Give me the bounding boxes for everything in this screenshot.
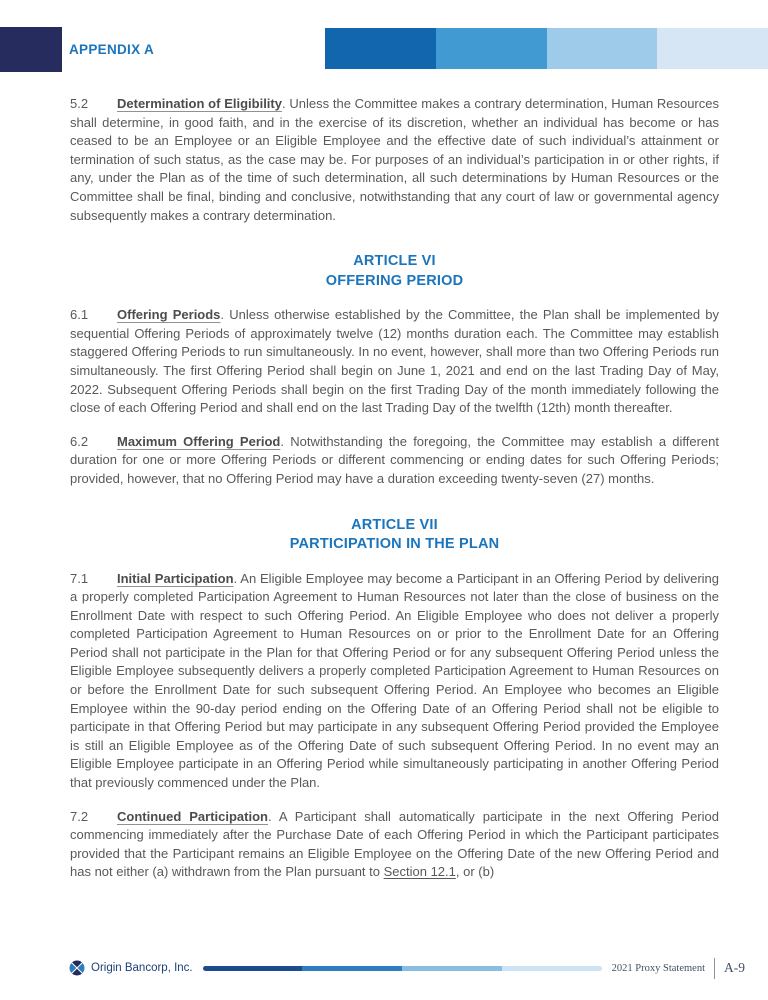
section-body: . Unless otherwise established by the Committee, the Plan shall be implemented by sequential Offering Periods of approximately twelve (12) months duration each. The Committee may establish staggered Offering Periods to run simultaneously. In no event, however, shall more than two Offering Periods run simultaneously. The first Offering Period shall begin on June 1, 2021 and end on the last Trading Day of May, 2022. Subsequent Offering Periods shall begin on the first Trading Day of the month immediately following the close of each Offering Period and shall end on the last Trading Day of the twelfth (12th) month thereafter. bbox=[70, 307, 719, 416]
section-body: . An Eligible Employee may become a Participant in an Offering Period by delivering a properly completed Participation Agreement to Human Resources not later than the close of business on the Enrollment Date with respect to such Offering Period. An Eligible Employee who does not deliver a properly completed Participation Agreement to Human Resources on or prior to the Enrollment Date for an Offering Period shall not participate in the Plan for that Offering Period or for any subsequent Offering Period unless the Eligible Employee subsequently delivers a properly completed Participation Agreement to Human Resources on or before the Enrollment Date for such subsequent Offering Period. An Employee who becomes an Eligible Employee within the 90-day period ending on the Offering Date of an Offering Period shall not be eligible to participate in that Offering Period but may participate in any subsequent Offering Period provided the Employee is still an Eligible Employee as of the Offering Date of such subsequent Offering Period. In no event may an Eligible Employee participate in an Offering Period while simultaneously participating in another Offering Period that previously commenced under the Plan. bbox=[70, 570, 720, 791]
footer-company-name: Origin Bancorp, Inc. bbox=[91, 962, 193, 974]
footer-bar-segment-4 bbox=[502, 966, 602, 971]
header-bar-segment-3 bbox=[547, 28, 658, 69]
section-number: 7.2 bbox=[70, 808, 89, 824]
section-5-2-paragraph bbox=[70, 95, 719, 225]
section-number: 5.2 bbox=[70, 96, 89, 111]
footer-divider bbox=[714, 958, 715, 979]
section-body: , or (b) bbox=[455, 864, 495, 880]
section-7-1-paragraph bbox=[70, 570, 719, 793]
footer-bar-segment-3 bbox=[402, 966, 502, 971]
footer-right-group bbox=[612, 958, 745, 979]
footer-bar-segment-1 bbox=[203, 966, 303, 971]
section-number: 6.1 bbox=[70, 307, 89, 323]
article-number: ARTICLE VII bbox=[351, 516, 438, 533]
section-body: . Unless the Committee makes a contrary determination, Human Resources shall determine, in good faith, and in the exercise of its discretion, whether an individual has become or has ceased to be an Employee or an Eligible Employee and the effective date of such individual’s attainment or termination of such status, as the case may be. For purposes of an individual’s participation in or other rights, if any, under the Plan as of the time of such determination, all such determinations by Human Resources or the Committee shall be final, binding and conclusive, notwithstanding that any court of law or governmental agency subsequently makes a contrary determination. bbox=[70, 96, 719, 223]
origin-bancorp-globe-icon bbox=[69, 960, 85, 976]
section-title: Offering Periods bbox=[117, 307, 221, 323]
section-body: . A Participant shall automatically participate in the next Offering Period commencing immediately after the Purchase Date of each Offering Period in which the Participant participates provided that the Participant remains an Eligible Employee on the Offering Date of the new Offering Period and has not either (a) withdrawn from the Plan pursuant to bbox=[70, 808, 719, 880]
footer-bar-segment-2 bbox=[302, 966, 402, 971]
article-title: PARTICIPATION IN THE PLAN bbox=[289, 536, 500, 552]
footer-statement: 2021 Proxy Statement bbox=[611, 962, 705, 974]
appendix-title: APPENDIX A bbox=[69, 42, 155, 57]
footer-page-number: A-9 bbox=[724, 960, 745, 975]
article-vii-heading bbox=[70, 516, 719, 555]
section-number: 7.1 bbox=[70, 570, 89, 586]
section-7-2-paragraph bbox=[70, 808, 719, 882]
section-body: . Notwithstanding the foregoing, the Committee may establish a different duration for one or more Offering Periods or different commencing or ending dates for such Offering Periods; provided, however, that no Offering Period may have a duration exceeding twenty-seven (27) months. bbox=[70, 433, 719, 486]
section-number: 6.2 bbox=[70, 433, 89, 449]
section-title: Initial Participation bbox=[117, 570, 234, 586]
section-title: Maximum Offering Period bbox=[117, 433, 281, 449]
section-12-1-cross-reference: Section 12.1 bbox=[383, 864, 456, 880]
header-gradient-bar bbox=[325, 28, 768, 69]
section-6-2-paragraph bbox=[70, 433, 719, 489]
article-vi-heading bbox=[70, 252, 719, 291]
article-title: OFFERING PERIOD bbox=[325, 272, 464, 289]
header-bar-segment-1 bbox=[325, 28, 436, 69]
header-bar-segment-2 bbox=[436, 28, 547, 69]
header-navy-block bbox=[0, 27, 62, 72]
section-6-1-paragraph bbox=[70, 306, 719, 418]
page-footer bbox=[69, 956, 745, 980]
header-bar-segment-4 bbox=[657, 28, 768, 69]
article-number: ARTICLE VI bbox=[353, 253, 436, 270]
section-title: Determination of Eligibility bbox=[117, 96, 282, 111]
document-body bbox=[70, 95, 719, 897]
footer-gradient-bar bbox=[203, 966, 602, 971]
section-title: Continued Participation bbox=[117, 808, 268, 824]
